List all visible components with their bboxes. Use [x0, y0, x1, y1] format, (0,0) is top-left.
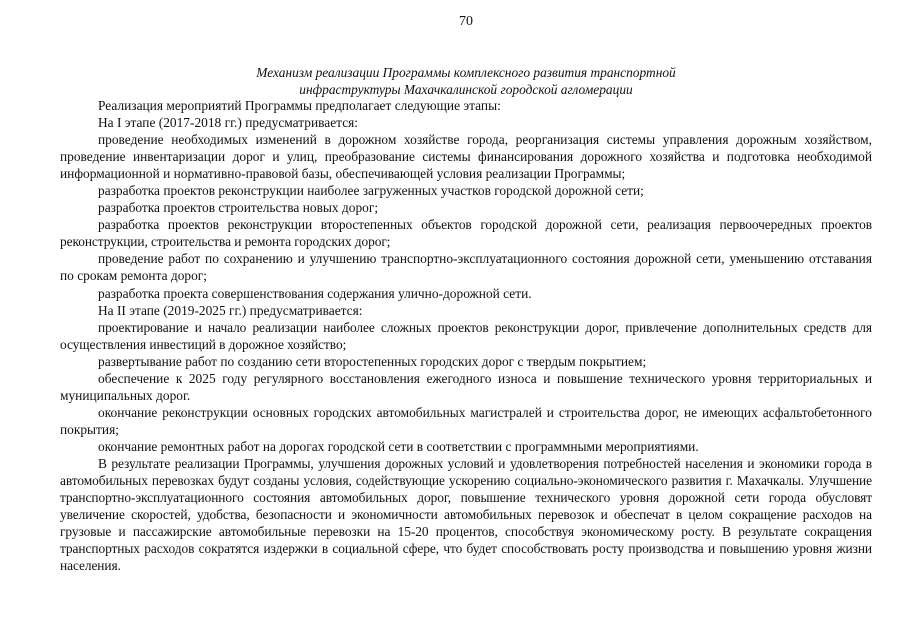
paragraph-stage-1-item: разработка проекта совершенствования содержания улично-дорожной сети.	[98, 285, 532, 301]
paragraph-stage-1-item: разработка проектов строительства новых дорог;	[98, 200, 379, 216]
paragraph-stage-1-item: разработка проектов реконструкции наиболее загруженных участков городской дорожной сети;	[98, 183, 644, 199]
section-title	[60, 64, 872, 98]
paragraph-intro: Реализация мероприятий Программы предполагает следующие этапы:	[98, 98, 501, 113]
paragraph-results: В результате реализации Программы, улучшения дорожных условий и удовлетворения потребностей населения и экономики города в автомобильных перевозках будут созданы условия, содействующие ускорению социально-экономического развития г. Махачкалы. Улучшение транспортно-эксплуатационного состояния автомобильных дорог, повышение технического уровня дорожной сети города обусловят увеличение скоростей, удобства, безопасности и экономичности автомобильных перевозок и обеспечат в целом сокращение расходов на грузовые и пассажирские автомобильные перевозки на 15-20 процентов, способствуя экономическому росту. В результате сокращения транспортных расходов сократятся издержки в социальной сфере, что будет способствовать росту производства и повышению уровня жизни населения.	[60, 455, 872, 574]
document-body	[60, 97, 872, 574]
paragraph-stage-2-item: окончание ремонтных работ на дорогах городской сети в соответствии с программными мероприятиями.	[98, 438, 699, 454]
paragraph-stage-1-item: проведение работ по сохранению и улучшению транспортно-эксплуатационного состояния дорожной сети, уменьшению отставания по срокам ремонта дорог;	[60, 251, 872, 284]
document-page	[60, 0, 872, 640]
paragraph-stage-2-item: окончание реконструкции основных городских автомобильных магистралей и строительства дорог, не имеющих асфальтобетонного покрытия;	[60, 404, 872, 437]
paragraph-stage-1-heading: На I этапе (2017-2018 гг.) предусматривается:	[98, 115, 359, 131]
page-number: 70	[459, 14, 473, 29]
paragraph-stage-2-item: обеспечение к 2025 году регулярного восстановления ежегодного износа и повышение технического уровня территориальных и муниципальных дорог.	[60, 370, 872, 403]
paragraph-stage-1-item: разработка проектов реконструкции второстепенных объектов городской дорожной сети, реализация первоочередных проектов реконструкции, строительства и ремонта городских дорог;	[60, 217, 872, 250]
paragraph-stage-2-item: развертывание работ по созданию сети второстепенных городских дорог с твердым покрытием;	[98, 353, 647, 369]
section-title-line-2: инфраструктуры Махачкалинской городской агломерации	[299, 82, 633, 97]
paragraph-stage-1-item: проведение необходимых изменений в дорожном хозяйстве города, реорганизация системы управления дорожным хозяйством, проведение инвентаризации дорог и улиц, преобразование системы финансирования дорожного хозяйства и подготовка необходимой информационной и нормативно-правовой базы, обеспечивающей условия реализации Программы;	[60, 132, 872, 182]
paragraph-stage-2-heading: На II этапе (2019-2025 гг.) предусматривается:	[98, 302, 363, 318]
section-title-line-1: Механизм реализации Программы комплексного развития транспортной	[256, 65, 676, 80]
paragraph-stage-2-item: проектирование и начало реализации наиболее сложных проектов реконструкции дорог, привлечение дополнительных средств для осуществления инвестиций в дорожное хозяйство;	[60, 319, 872, 352]
